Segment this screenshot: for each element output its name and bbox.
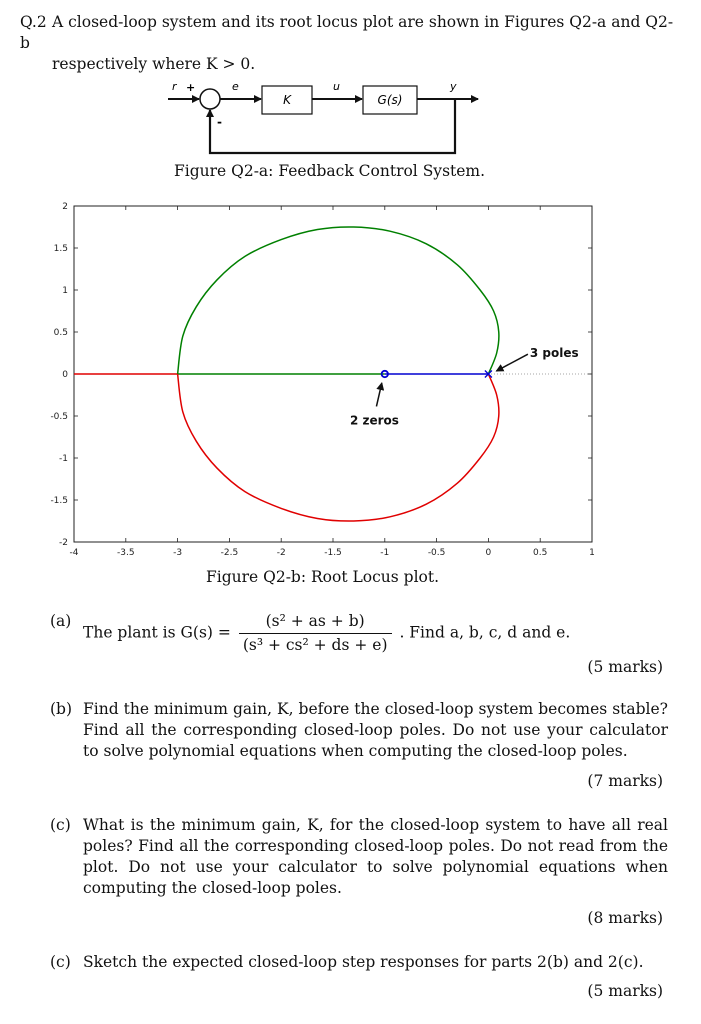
root-locus-chart [40,196,620,566]
y-tick-label: 1.5 [53,244,68,254]
part-b-marks: (7 marks) [587,772,663,790]
part-sketch-marks: (5 marks) [587,982,663,1000]
part-c-text: What is the minimum gain, K, for the closed-loop system to have all real poles? Find all the corresponding closed-loop poles. Do not read from the plot. Do not use your calculator to solve polynomial equations when computing the closed-loop poles. [83,816,668,897]
annotation-zeros-label: 2 zeros [349,413,399,428]
part-c-marks: (8 marks) [587,909,663,927]
y-tick-label: 0 [62,370,68,380]
signal-e-label: e [232,80,239,93]
block-diagram [150,74,510,164]
plus-sign: + [186,81,196,94]
part-b [50,699,668,762]
x-tick-label: 1 [589,548,595,558]
part-a-label: (a) [50,612,72,630]
part-sketch-label: (c) [50,953,71,971]
part-a-pre: The plant is G(s) = [83,623,231,642]
part-a-marks: (5 marks) [587,658,663,676]
question-number: Q.2 [20,13,47,31]
part-c [50,815,668,899]
y-tick-label: -1 [59,454,68,464]
part-a-post: . Find a, b, c, d and e. [399,623,571,642]
x-tick-label: -1.5 [324,548,342,558]
question-intro-line2: respectively where K > 0. [52,55,256,73]
tf-denominator: (s³ + cs² + ds + e) [242,636,388,654]
x-tick-label: 0 [485,548,492,558]
signal-r-label: r [172,80,177,93]
x-tick-label: -3 [173,548,183,558]
summing-junction [200,89,220,109]
x-tick-label: -4 [69,548,79,558]
figure-a-caption: Figure Q2-a: Feedback Control System. [174,162,486,180]
signal-u-label: u [333,80,340,93]
plant-label: G(s) [377,93,403,107]
transfer-function [239,611,392,656]
y-tick-label: 1 [62,286,68,296]
minus-sign: - [217,115,222,129]
part-a [50,611,668,656]
x-tick-label: -2 [276,548,286,558]
question-intro-line1: A closed-loop system and its root locus plot are shown in Figures Q2-a and Q2-b [20,13,674,52]
part-sketch [50,952,668,973]
x-tick-label: 0.5 [533,548,548,558]
gain-label: K [283,93,291,107]
annotation-poles-label: 3 poles [529,346,579,361]
tf-numerator: (s² + as + b) [239,611,392,634]
y-tick-label: 0.5 [53,328,68,338]
y-tick-label: -2 [59,538,68,548]
part-b-label: (b) [50,700,73,718]
figure-b-caption: Figure Q2-b: Root Locus plot. [206,568,440,586]
feedback-path [210,99,455,153]
y-tick-label: -1.5 [50,496,68,506]
x-tick-label: -0.5 [427,548,446,558]
part-b-text: Find the minimum gain, K, before the closed-loop system becomes stable? Find all the corresponding closed-loop poles. Do not use your calculator to solve polynomial equations when computing the closed-loop poles. [83,700,668,760]
question-header [20,12,680,75]
part-c-label: (c) [50,816,71,834]
x-tick-label: -3.5 [117,548,135,558]
y-tick-label: -0.5 [50,412,68,422]
x-tick-label: -2.5 [220,548,239,558]
y-tick-label: 2 [62,202,68,212]
signal-y-label: y [450,80,457,93]
part-sketch-text: Sketch the expected closed-loop step responses for parts 2(b) and 2(c). [83,953,644,971]
x-tick-label: -1 [380,548,390,558]
